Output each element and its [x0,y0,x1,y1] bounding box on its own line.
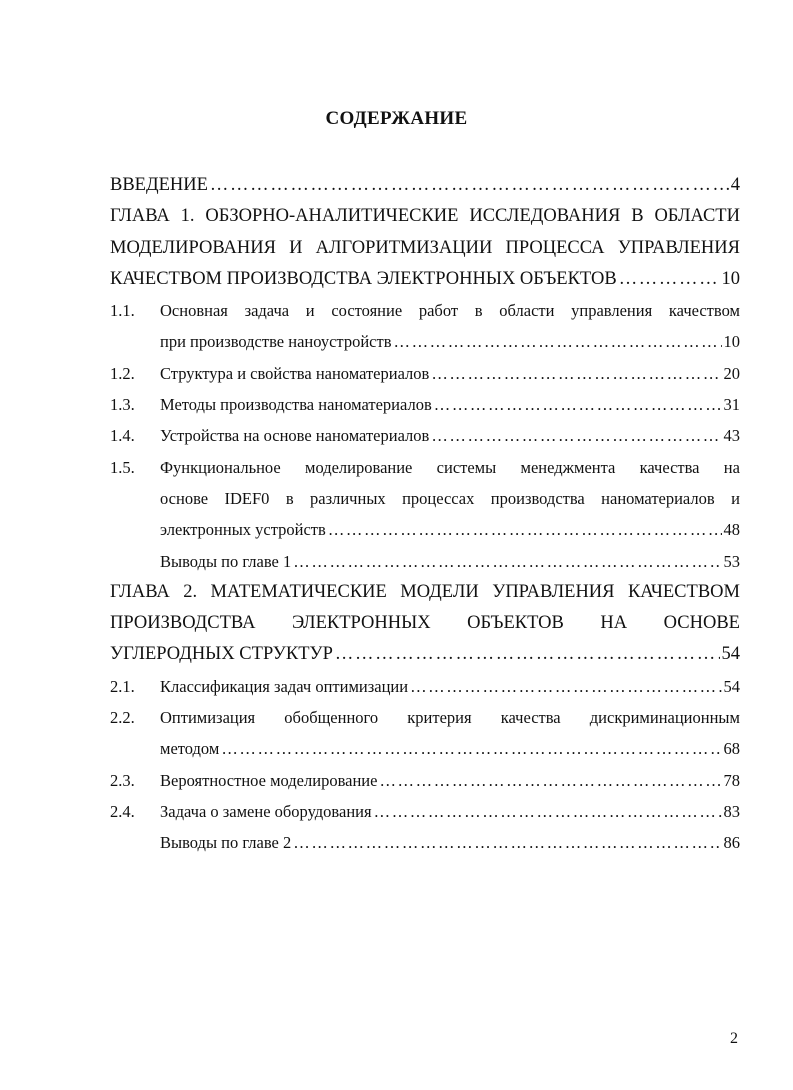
word: ПРОИЗВОДСТВА [110,613,256,634]
toc-section-2-3 [110,765,740,796]
word: ОБЗОРНО-АНАЛИТИЧЕСКИЕ [205,206,459,227]
leader-dots [221,733,721,764]
toc-entry-text: УГЛЕРОДНЫХ СТРУКТУР [110,644,333,665]
section-number: 1.1. [110,301,135,321]
toc-entry-text: Методы производства наноматериалов [160,395,432,415]
toc-page-number: 83 [723,801,740,821]
word: 1. [180,206,195,227]
word: ЭЛЕКТРОННЫХ [291,613,431,634]
word: В [631,206,644,227]
word: в [474,301,483,321]
word: КАЧЕСТВОМ [627,581,740,602]
word: ОБЛАСТИ [654,206,740,227]
word: различных [310,488,386,508]
leader-dots [410,671,721,702]
toc-page-number: 48 [723,520,740,540]
word: основе [160,488,209,508]
word: ГЛАВА [110,206,170,227]
toc-entry-text [160,483,740,514]
toc-chapter-2-line-2 [110,608,740,639]
word: на [723,457,740,477]
toc-entry-text: Классификация задач оптимизации [160,676,409,696]
toc-entry-text: электронных устройств [160,520,326,540]
toc-page-number: 10 [721,268,740,289]
word: качеством [668,301,740,321]
toc-page-number: 86 [723,833,740,853]
toc-conclusions-chapter-1 [110,546,740,577]
leader-dots [619,264,720,295]
word: УПРАВЛЕНИЯ [492,581,615,602]
toc-page-number: 4 [730,175,740,195]
section-number: 2.2. [110,708,135,728]
section-number: 1.2. [110,363,135,383]
word: НА [600,613,628,634]
toc-entry-text [160,702,740,733]
toc-entry-text: Задача о замене оборудования [160,801,372,821]
leader-dots [434,389,722,420]
word: 2. [183,581,198,602]
word: области [499,301,555,321]
toc-entry-text: при производстве наноустройств [160,332,392,352]
word: системы [436,457,497,477]
word: ОСНОВЕ [663,613,740,634]
word: наноматериалов [601,488,715,508]
toc-chapter-2-line-1 [110,577,740,608]
toc-page-number: 54 [723,676,740,696]
toc-section-2-2-line-1 [110,702,740,733]
toc-page-number: 10 [723,332,740,352]
word: АЛГОРИТМИЗАЦИИ [315,237,493,258]
toc-conclusions-chapter-2 [110,827,740,858]
word: Оптимизация [160,708,256,728]
section-number: 2.3. [110,770,135,790]
word: состояние [331,301,403,321]
section-number: 1.5. [110,457,135,477]
toc-entry-text: методом [160,739,220,759]
toc-page-number: 31 [723,395,740,415]
word: обобщенного [284,708,379,728]
word: качества [500,708,561,728]
toc-entry-text: Устройства на основе наноматериалов [160,426,430,446]
toc-entry-text: Вероятностное моделирование [160,770,378,790]
toc-page-number: 43 [723,426,740,446]
leader-dots [431,358,721,389]
word: МАТЕМАТИЧЕСКИЕ [210,581,387,602]
word: и [305,301,315,321]
leader-dots [431,420,721,451]
toc-section-1-2 [110,358,740,389]
table-of-contents [110,170,740,859]
toc-section-1-4 [110,420,740,451]
word: И [289,237,303,258]
toc-section-2-2-line-2 [110,733,740,764]
leader-dots [374,796,722,827]
word: ПРОЦЕССА [505,237,605,258]
leader-dots [335,639,720,670]
toc-page-number: 68 [723,739,740,759]
toc-entry-introduction [110,170,740,201]
page-title: СОДЕРЖАНИЕ [325,108,468,129]
section-number: 2.4. [110,801,135,821]
toc-section-1-1-line-2 [110,326,740,357]
word: дискриминационным [589,708,740,728]
leader-dots [393,326,721,357]
toc-chapter-1-line-2 [110,233,740,264]
toc-entry-text: КАЧЕСТВОМ ПРОИЗВОДСТВА ЭЛЕКТРОННЫХ ОБЪЕКТОВ [110,268,617,289]
word: Основная [160,301,228,321]
word: и [731,488,740,508]
leader-dots [293,546,721,577]
word: критерия [407,708,472,728]
word: производства [490,488,585,508]
section-number: 2.1. [110,676,135,696]
word: качества [639,457,700,477]
toc-page-number: 54 [721,644,740,665]
word: работ [418,301,459,321]
word: задача [244,301,290,321]
section-number: 1.3. [110,395,135,415]
toc-section-1-5-line-3 [110,514,740,545]
word: ОБЪЕКТОВ [467,613,564,634]
toc-entry-text [160,452,740,483]
toc-entry-text: Выводы по главе 1 [160,551,292,571]
toc-page-number: 78 [723,770,740,790]
word: ГЛАВА [110,581,170,602]
leader-dots [379,765,721,796]
word: IDEF0 [224,488,270,508]
word: в [285,488,294,508]
toc-section-2-4 [110,796,740,827]
toc-entry-text: Выводы по главе 2 [160,833,292,853]
word: Функциональное [160,457,281,477]
toc-page-number: 20 [723,363,740,383]
toc-page-number: 53 [723,551,740,571]
word: ИССЛЕДОВАНИЯ [469,206,621,227]
word: МОДЕЛИРОВАНИЯ [110,237,276,258]
word: УПРАВЛЕНИЯ [617,237,740,258]
toc-entry-text: ВВЕДЕНИЕ [110,175,208,195]
word: МОДЕЛИ [400,581,479,602]
toc-chapter-1-line-3 [110,264,740,295]
toc-section-1-5-line-1 [110,452,740,483]
page-number: 2 [730,1030,738,1047]
toc-section-2-1 [110,671,740,702]
word: моделирование [305,457,413,477]
word: процессах [402,488,475,508]
word: управления [571,301,653,321]
toc-entry-text [160,295,740,326]
section-number: 1.4. [110,426,135,446]
toc-entry-text: Структура и свойства наноматериалов [160,363,430,383]
toc-section-1-3 [110,389,740,420]
leader-dots [293,827,721,858]
toc-chapter-2-line-3 [110,639,740,670]
leader-dots [328,514,722,545]
toc-section-1-1-line-1 [110,295,740,326]
toc-section-1-5-line-2 [110,483,740,514]
word: менеджмента [520,457,616,477]
toc-chapter-1-line-1 [110,201,740,232]
leader-dots [210,170,729,201]
